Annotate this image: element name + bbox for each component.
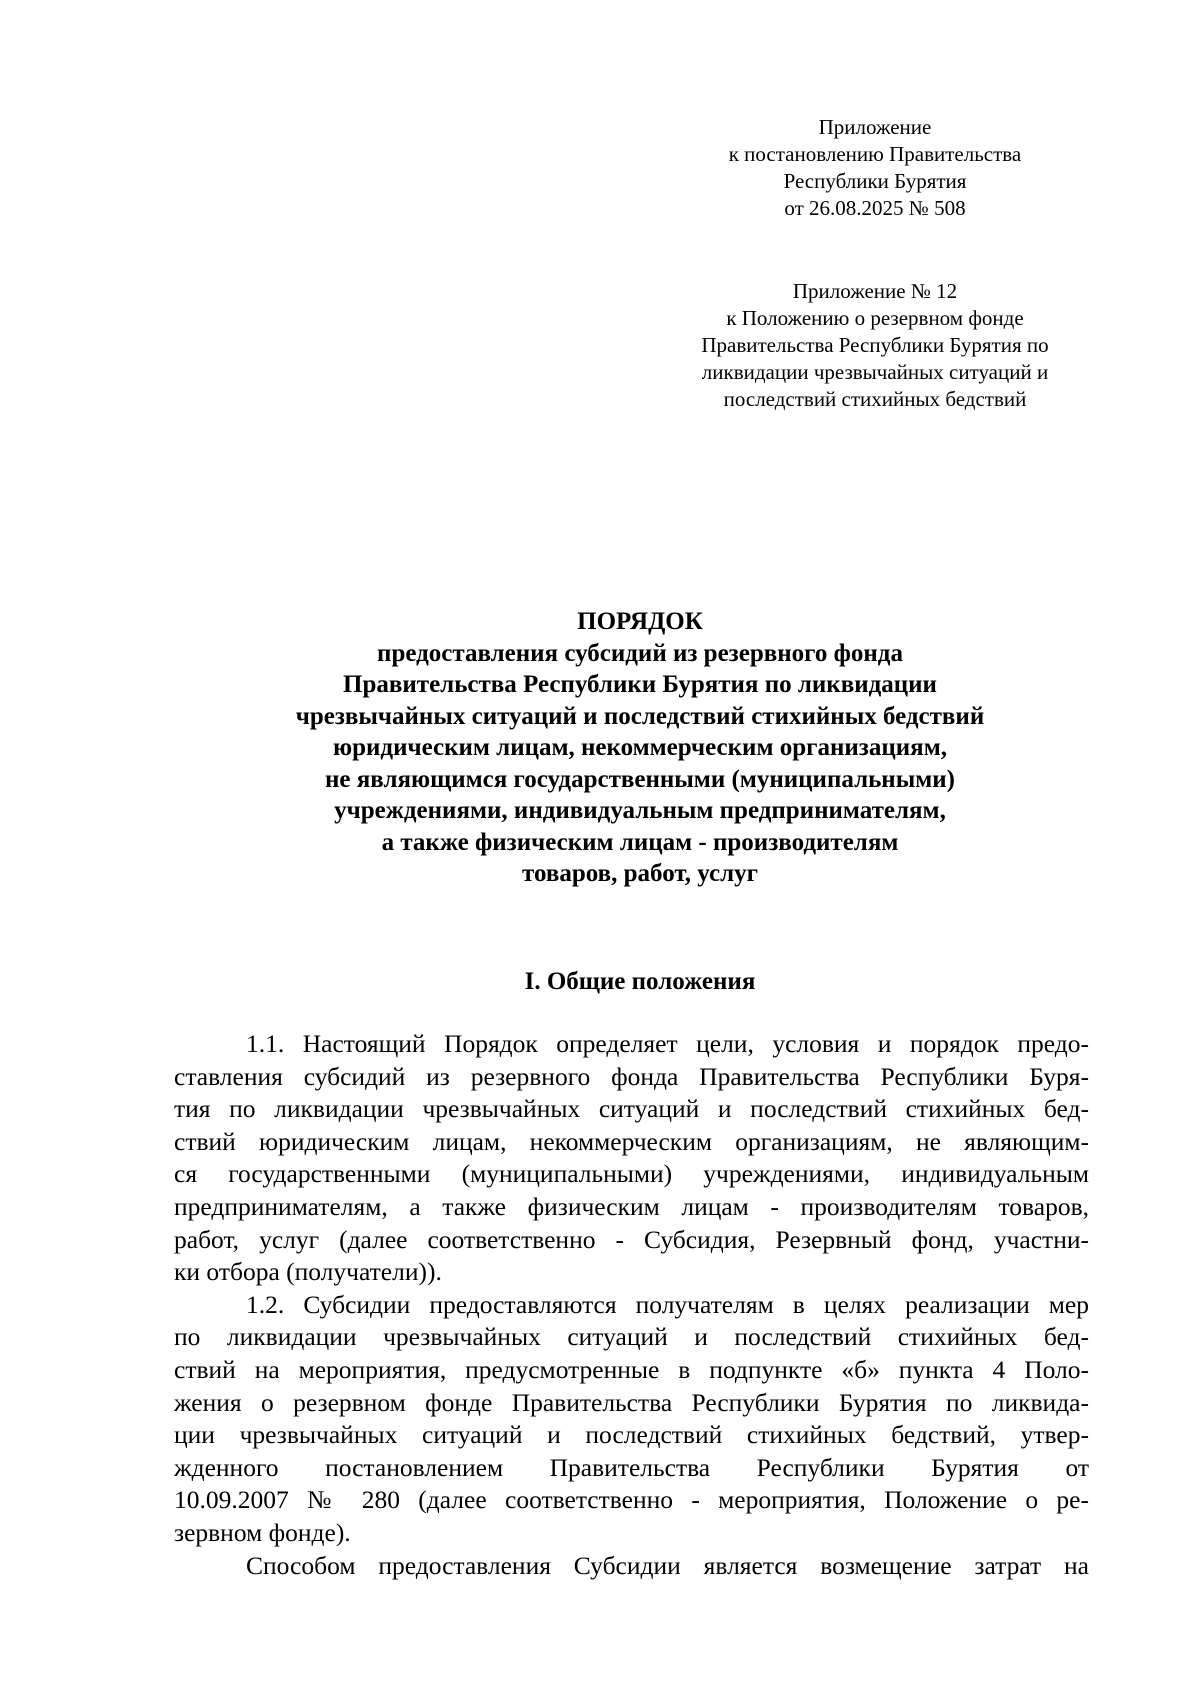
title-heading: ПОРЯДОК — [577, 608, 703, 635]
paragraph-line: жденного постановлением Правительства Республики Бурятия от — [174, 1452, 1089, 1482]
appendix-main-block — [690, 114, 1060, 222]
title-line: не являющимся государственными (муниципальными) — [325, 765, 955, 793]
appendix-main-line: Республики Бурятия — [783, 169, 967, 193]
title-line: юридическим лицам, некоммерческим организациям, — [333, 734, 947, 761]
paragraph-line: работ, услуг (далее соответственно - Субсидия, Резервный фонд, участни- — [174, 1224, 1089, 1254]
appendix-sub-block — [660, 278, 1090, 413]
paragraph-line: ствий на мероприятия, предусмотренные в подпункте «б» пункта 4 Поло- — [174, 1354, 1089, 1384]
paragraph-line: ствий юридическим лицам, некоммерческим организациям, не являющим- — [174, 1126, 1089, 1156]
title-line: а также физическим лицам - производителям — [381, 828, 899, 856]
title-line: учреждениями, индивидуальным предпринимателям, — [334, 797, 946, 824]
title-line: чрезвычайных ситуаций и последствий стихийных бедствий — [295, 702, 985, 730]
paragraph-line: по ликвидации чрезвычайных ситуаций и последствий стихийных бед- — [174, 1322, 1089, 1352]
appendix-main-line: от 26.08.2025 № 508 — [784, 196, 966, 220]
paragraph-line: предпринимателям, а также физическим лицам - производителям товаров, — [174, 1191, 1089, 1221]
paragraph-line: Способом предоставления Субсидии является возмещение затрат на — [246, 1550, 1089, 1580]
appendix-main-line: к постановлению Правительства — [728, 142, 1022, 166]
paragraph-line: ся государственными (муниципальными) учреждениями, индивидуальным — [174, 1159, 1089, 1189]
document-title — [160, 606, 1120, 890]
appendix-sub-line: к Положению о резервном фонде — [726, 306, 1024, 330]
paragraph-line: ставления субсидий из резервного фонда Правительства Республики Буря- — [174, 1061, 1089, 1091]
appendix-sub-line: ликвидации чрезвычайных ситуаций и — [701, 360, 1049, 384]
paragraph-line: 1.2. Субсидии предоставляются получателям в целях реализации мер — [246, 1289, 1089, 1319]
section-heading: I. Общие положения — [524, 968, 756, 995]
paragraph-line: жения о резервном фонде Правительства Республики Бурятия по ликвида- — [174, 1387, 1089, 1417]
appendix-main-line: Приложение — [818, 115, 932, 139]
paragraph-line: ки отбора (получатели)). — [174, 1257, 442, 1287]
appendix-sub-line: Правительства Республики Бурятия по — [701, 333, 1049, 357]
title-line: товаров, работ, услуг — [522, 860, 758, 887]
appendix-sub-line: Приложение № 12 — [792, 279, 958, 303]
paragraph-line: тия по ликвидации чрезвычайных ситуаций и последствий стихийных бед- — [174, 1094, 1089, 1124]
paragraph-line: 10.09.2007 № 280 (далее соответственно - мероприятия, Положение о ре- — [174, 1485, 1089, 1515]
paragraph-line: зервном фонде). — [174, 1517, 351, 1547]
body-text — [174, 1028, 1089, 1582]
paragraph-line: 1.1. Настоящий Порядок определяет цели, условия и порядок предо- — [246, 1029, 1089, 1058]
title-line: предоставления субсидий из резервного фонда — [377, 639, 903, 667]
title-line: Правительства Республики Бурятия по ликвидации — [343, 671, 937, 698]
appendix-sub-line: последствий стихийных бедствий — [723, 387, 1027, 411]
paragraph-line: ции чрезвычайных ситуаций и последствий стихийных бедствий, утвер- — [174, 1420, 1089, 1450]
